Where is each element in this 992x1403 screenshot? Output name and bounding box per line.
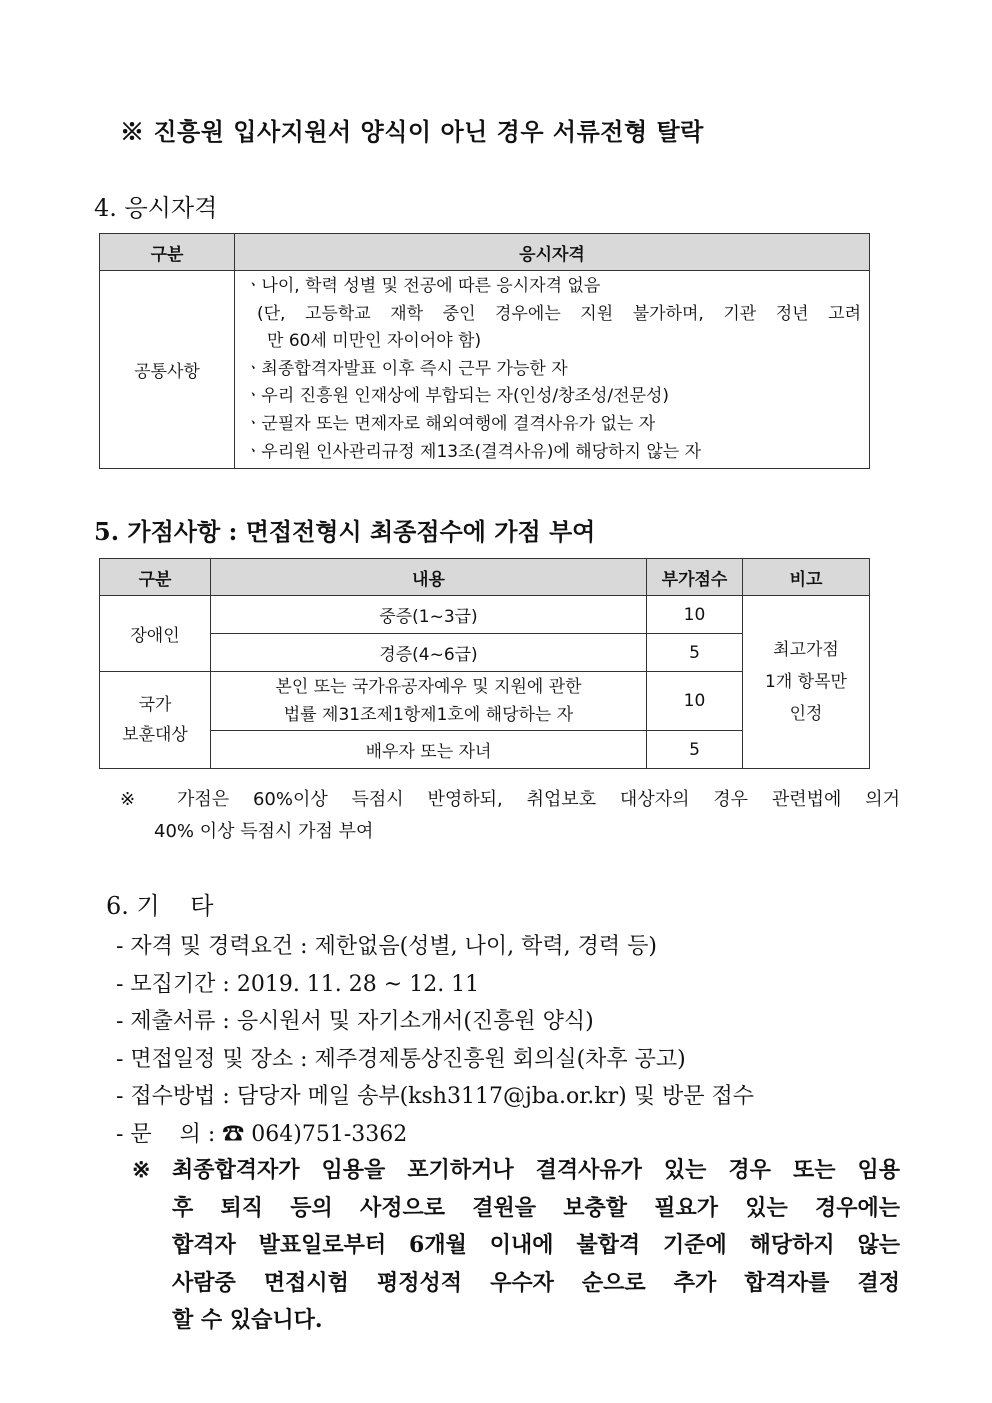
table-row — [100, 596, 870, 634]
table-row — [100, 271, 870, 469]
table-header-row — [100, 234, 870, 271]
section-4-title: 4. 응시자격 — [94, 194, 218, 222]
list-item: ㆍ우리 진흥원 인재상에 부합되는 자(인성/창조성/전문성) — [245, 386, 670, 407]
list-item: ㆍ나이, 학력 성별 및 전공에 따른 응시자격 없음 — [245, 276, 601, 296]
reference-mark: ※ — [132, 1157, 151, 1183]
notice-line: 할 수 있습니다. — [172, 1307, 323, 1333]
list-item: - 문 의 : ☎ 064)751-3362 — [116, 1121, 408, 1147]
list-item: - 자격 및 경력요건 : 제한없음(성별, 나이, 학력, 경력 등) — [116, 934, 657, 959]
list-item: - 접수방법 : 담당자 메일 송부(ksh3117@jba.or.kr) 및 방문 접수 — [116, 1084, 754, 1109]
notice-document-format: ※ 진흥원 입사지원서 양식이 아닌 경우 서류전형 탈락 — [120, 117, 704, 146]
note-line: ※ 가점은 60%이상 득점시 반영하되, 취업보호 대상자의 경우 관련법에 의거 — [120, 789, 900, 810]
content-line: 법률 제31조제1항제1호에 해당하는 자 — [283, 705, 574, 725]
notice-line: 후 퇴직 등의 사정으로 결원을 보충할 필요가 있는 경우에는 — [172, 1194, 900, 1221]
section-5-title: 5. 가점사항 : 면접전형시 최종점수에 가점 부여 — [94, 517, 596, 546]
notice-line: 합격자 발표일로부터 6개월 이내에 불합격 기준에 해당하지 않는 — [172, 1232, 900, 1258]
header-content: 내용 — [211, 559, 647, 596]
header-points: 부가점수 — [647, 559, 743, 596]
remark-line: 인정 — [789, 704, 823, 724]
content-cell: 중증(1~3급) — [211, 596, 647, 634]
header-eligibility: 응시자격 — [235, 234, 870, 271]
table-header-row — [100, 559, 870, 596]
bonus-points-table — [99, 558, 870, 769]
content-cell — [211, 672, 647, 731]
bonus-note — [120, 784, 900, 848]
remark-line: 1개 항목만 — [765, 672, 847, 692]
notice-line: 사람중 면접시험 평정성적 우수자 순으로 추가 합격자를 결정 — [172, 1269, 900, 1296]
etc-list — [116, 928, 754, 1153]
group-line: 국가 — [138, 695, 172, 715]
group-veterans — [100, 672, 211, 769]
group-line: 보훈대상 — [122, 725, 188, 745]
list-item: 만 60세 미만인 자이어야 함) — [267, 331, 482, 352]
section-6-title: 6. 기 타 — [106, 892, 214, 920]
eligibility-table — [99, 233, 870, 469]
additional-hire-notice — [132, 1152, 900, 1340]
header-category: 구분 — [100, 234, 235, 271]
list-item: - 제출서류 : 응시원서 및 자기소개서(진흥원 양식) — [116, 1009, 594, 1034]
remarks-cell — [743, 596, 870, 769]
remark-line: 최고가점 — [773, 640, 839, 660]
eligibility-items — [235, 271, 870, 469]
category-common: 공통사항 — [100, 271, 235, 469]
content-cell: 배우자 또는 자녀 — [211, 731, 647, 769]
notice-text: 최종합격자가 임용을 포기하거나 결격사유가 있는 경우 또는 임용 — [172, 1157, 900, 1183]
header-category: 구분 — [100, 559, 211, 596]
note-line: 40% 이상 득점시 가점 부여 — [154, 821, 374, 842]
list-item: (단, 고등학교 재학 중인 경우에는 지원 불가하며, 기관 정년 고려 — [257, 303, 861, 324]
list-item: ㆍ최종합격자발표 이후 즉시 근무 가능한 자 — [245, 358, 568, 379]
list-item: - 모집기간 : 2019. 11. 28 ~ 12. 11 — [116, 971, 480, 997]
header-remarks: 비고 — [743, 559, 870, 596]
group-disabled: 장애인 — [100, 596, 211, 672]
list-item: ㆍ군필자 또는 면제자로 해외여행에 결격사유가 없는 자 — [245, 413, 656, 434]
notice-line — [132, 1152, 900, 1190]
points-cell: 10 — [647, 672, 743, 731]
content-cell: 경증(4~6급) — [211, 634, 647, 672]
points-cell: 5 — [647, 634, 743, 672]
points-cell: 10 — [647, 596, 743, 634]
list-item: ㆍ우리원 인사관리규정 제13조(결격사유)에 해당하지 않는 자 — [245, 441, 702, 462]
points-cell: 5 — [647, 731, 743, 769]
content-line: 본인 또는 국가유공자예우 및 지원에 관한 — [275, 677, 582, 697]
list-item: - 면접일정 및 장소 : 제주경제통상진흥원 회의실(차후 공고) — [116, 1046, 686, 1072]
